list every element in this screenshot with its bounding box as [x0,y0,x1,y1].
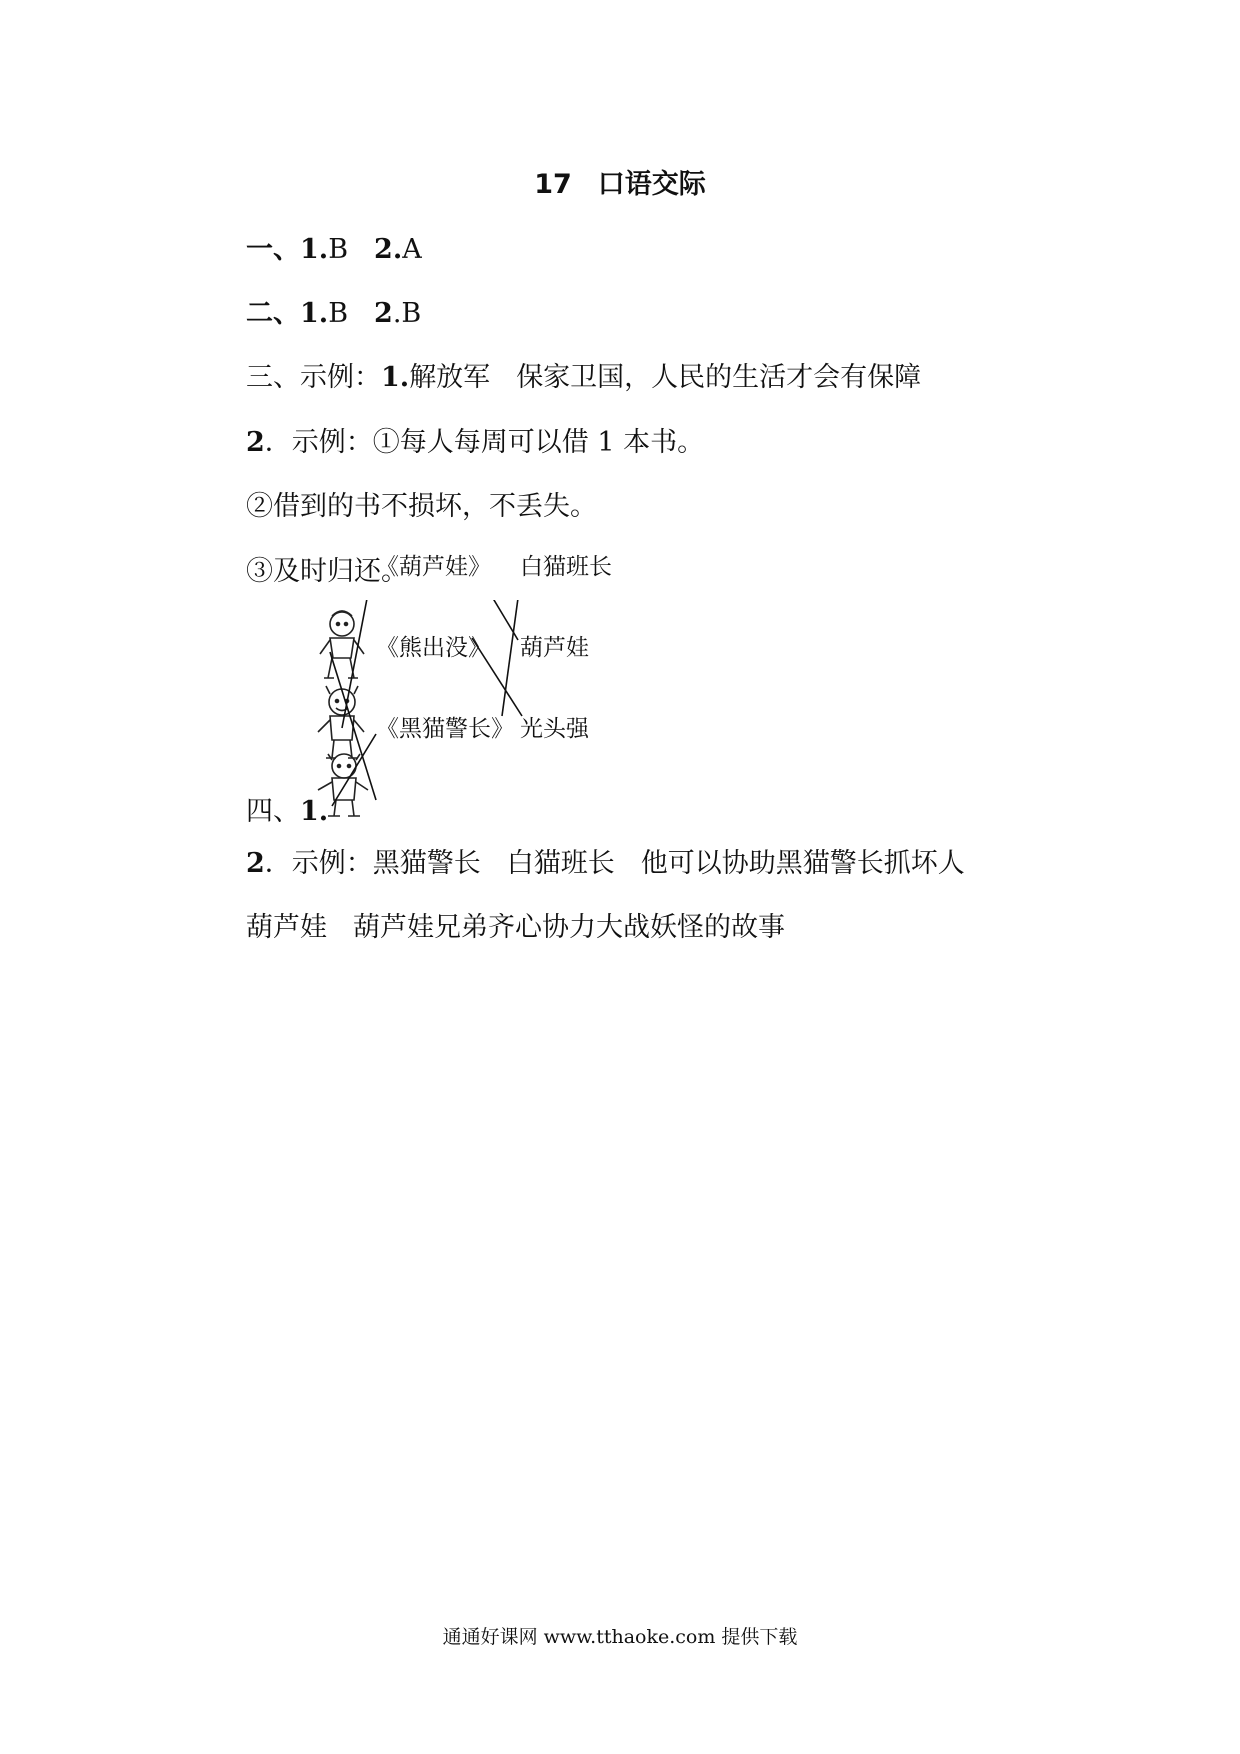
section-1-answers: 一、1.B 2.A [246,234,422,265]
char-guangtouqiang: 光头强 [520,716,589,742]
section-2-answers: 二、1.B 2.B [246,298,422,329]
footer-source: 通通好课网 www.tthaoke.com 提供下载 [442,1626,798,1648]
section-4-answer-2: 2．示例：黑猫警长 白猫班长 他可以协助黑猫警长抓坏人 [246,848,965,879]
section-1-label: 一、 [246,234,300,265]
section-4-answer-1: 四、1. [246,796,329,827]
section-3-rule-2: ②借到的书不损坏，不丢失。 [246,491,597,522]
section-3-rule-3: ③及时归还。 [246,556,408,587]
char-baimao: 白猫班长 [520,554,612,580]
section-3-answer-1: 三、示例：1.解放军 保家卫国，人民的生活才会有保障 [246,362,922,393]
lesson-number: 17 [534,169,572,200]
lesson-title: 口语交际 [597,169,706,200]
char-huluwa: 葫芦娃 [520,635,589,661]
page-title [0,162,1240,201]
cartoon-figure-icon [318,686,364,758]
title-heimao: 《黑猫警长》 [376,716,514,742]
title-xiongchumo: 《熊出没》 [376,635,491,661]
match-line [470,600,518,640]
section-3-label: 三、示例： [246,362,381,393]
section-4-example-2: 葫芦娃 葫芦娃兄弟齐心协力大战妖怪的故事 [246,912,785,943]
section-2-label: 二、 [246,298,300,329]
title-huluwa: 《葫芦娃》 [376,554,491,580]
section-3-answer-2: 2．示例：①每人每周可以借 1 本书。 [246,427,705,458]
section-4-label: 四、 [246,796,300,827]
